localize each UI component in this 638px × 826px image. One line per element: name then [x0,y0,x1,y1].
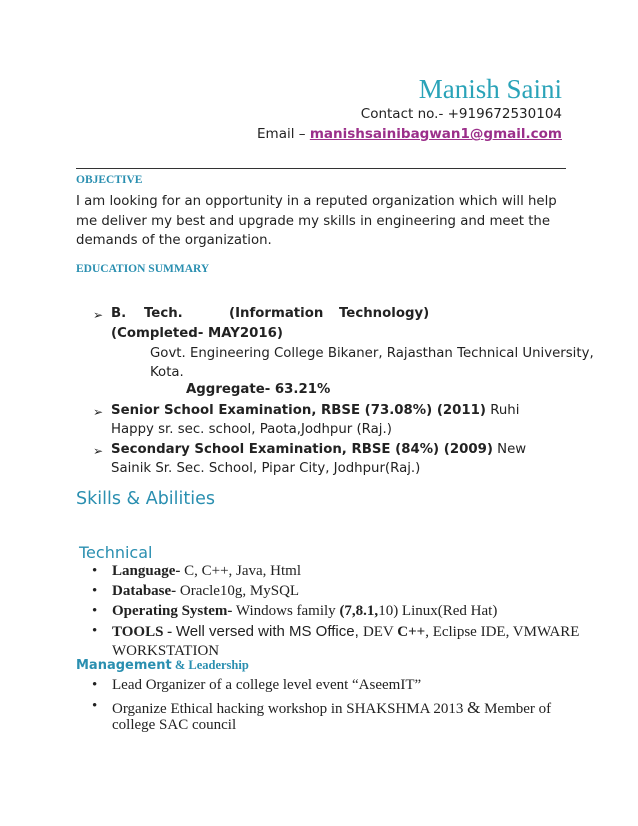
btech-aggregate: Aggregate- 63.21% [186,382,331,397]
tools-line2: WORKSTATION [112,643,220,659]
btech-college-line1: Govt. Engineering College Bikaner, Rajasthan Technical University, [150,346,594,361]
os-item [112,603,497,620]
os-value-rest: 10) Linux(Red Hat) [378,603,498,619]
os-label: Operating System- [112,603,233,619]
language-label: Language- [112,563,181,579]
objective-heading: OBJECTIVE [76,174,143,186]
senior-rest: Ruhi [486,403,520,418]
mgmt-item-2-text: Organize Ethical hacking workshop in SHAKSHMA 2013 [112,701,468,717]
secondary-line2: Sainik Sr. Sec. School, Pipar City, Jodhpur(Raj.) [111,461,421,476]
senior-line2: Happy sr. sec. school, Paota,Jodhpur (Raj.) [111,422,392,437]
btech-w2: Tech. [144,306,183,321]
btech-college-line2: Kota. [150,365,184,380]
tools-value: Well versed with MS Office, [175,623,363,640]
btech-w1: B. [111,306,127,321]
language-item [112,563,301,580]
os-version: (7,8.1, [339,603,379,619]
tools-dev: DEV [362,624,398,640]
arrow-bullet-icon: ➢ [93,444,104,458]
mgmt-item-2-rest: Member of [480,701,552,717]
email-line [257,126,562,142]
btech-completed: (Completed- MAY2016) [111,326,283,341]
skills-heading: Skills & Abilities [76,489,215,509]
mgmt-item-2-line2: college SAC council [112,717,237,733]
bullet-dot-icon: • [92,583,98,599]
header-divider [76,168,566,169]
email-link[interactable]: manishsainibagwan1@gmail.com [309,126,562,142]
secondary-line1 [111,442,526,457]
senior-title: Senior School Examination, RBSE (73.08%) (2011) [111,403,486,418]
btech-w3: (Information [229,306,324,321]
education-heading: EDUCATION SUMMARY [76,263,210,275]
os-value: Windows family [232,603,340,619]
management-heading-1: Management [76,658,172,673]
mgmt-item-2-amp: & [467,698,481,717]
contact-number: Contact no.- +919672530104 [360,106,562,122]
management-heading-2: & Leadership [171,658,249,672]
language-value: C, C++, Java, Html [180,563,302,579]
bullet-dot-icon: • [92,563,98,579]
bullet-dot-icon: • [92,603,98,619]
email-label: Email – [257,126,310,142]
arrow-bullet-icon: ➢ [93,308,104,322]
database-item [112,583,299,600]
tools-label: TOOLS - [112,624,176,640]
tools-rest: , Eclipse IDE, VMWARE [425,624,580,640]
candidate-name: Manish Saini [418,74,562,104]
database-value: Oracle10g, MySQL [176,583,300,599]
objective-text: I am looking for an opportunity in a reputed organization which will help me deliver my best and upgrade my skills in engineering and meet the demands of the organization. [76,194,557,248]
bullet-dot-icon: • [92,698,98,714]
technical-heading: Technical [79,543,153,562]
tools-cpp: C++ [397,624,426,640]
secondary-rest: New [492,442,527,457]
mgmt-item-2 [112,698,551,718]
bullet-dot-icon: • [92,677,98,693]
mgmt-item-1: Lead Organizer of a college level event “AseemIT” [112,677,422,693]
bullet-dot-icon: • [92,623,98,639]
secondary-title: Secondary School Examination, RBSE (84%) (2009) [111,442,493,457]
management-heading [76,654,249,673]
arrow-bullet-icon: ➢ [93,405,104,419]
tools-item [112,623,579,641]
btech-w4: Technology) [339,306,430,321]
database-label: Database- [112,583,177,599]
senior-line1 [111,403,519,418]
